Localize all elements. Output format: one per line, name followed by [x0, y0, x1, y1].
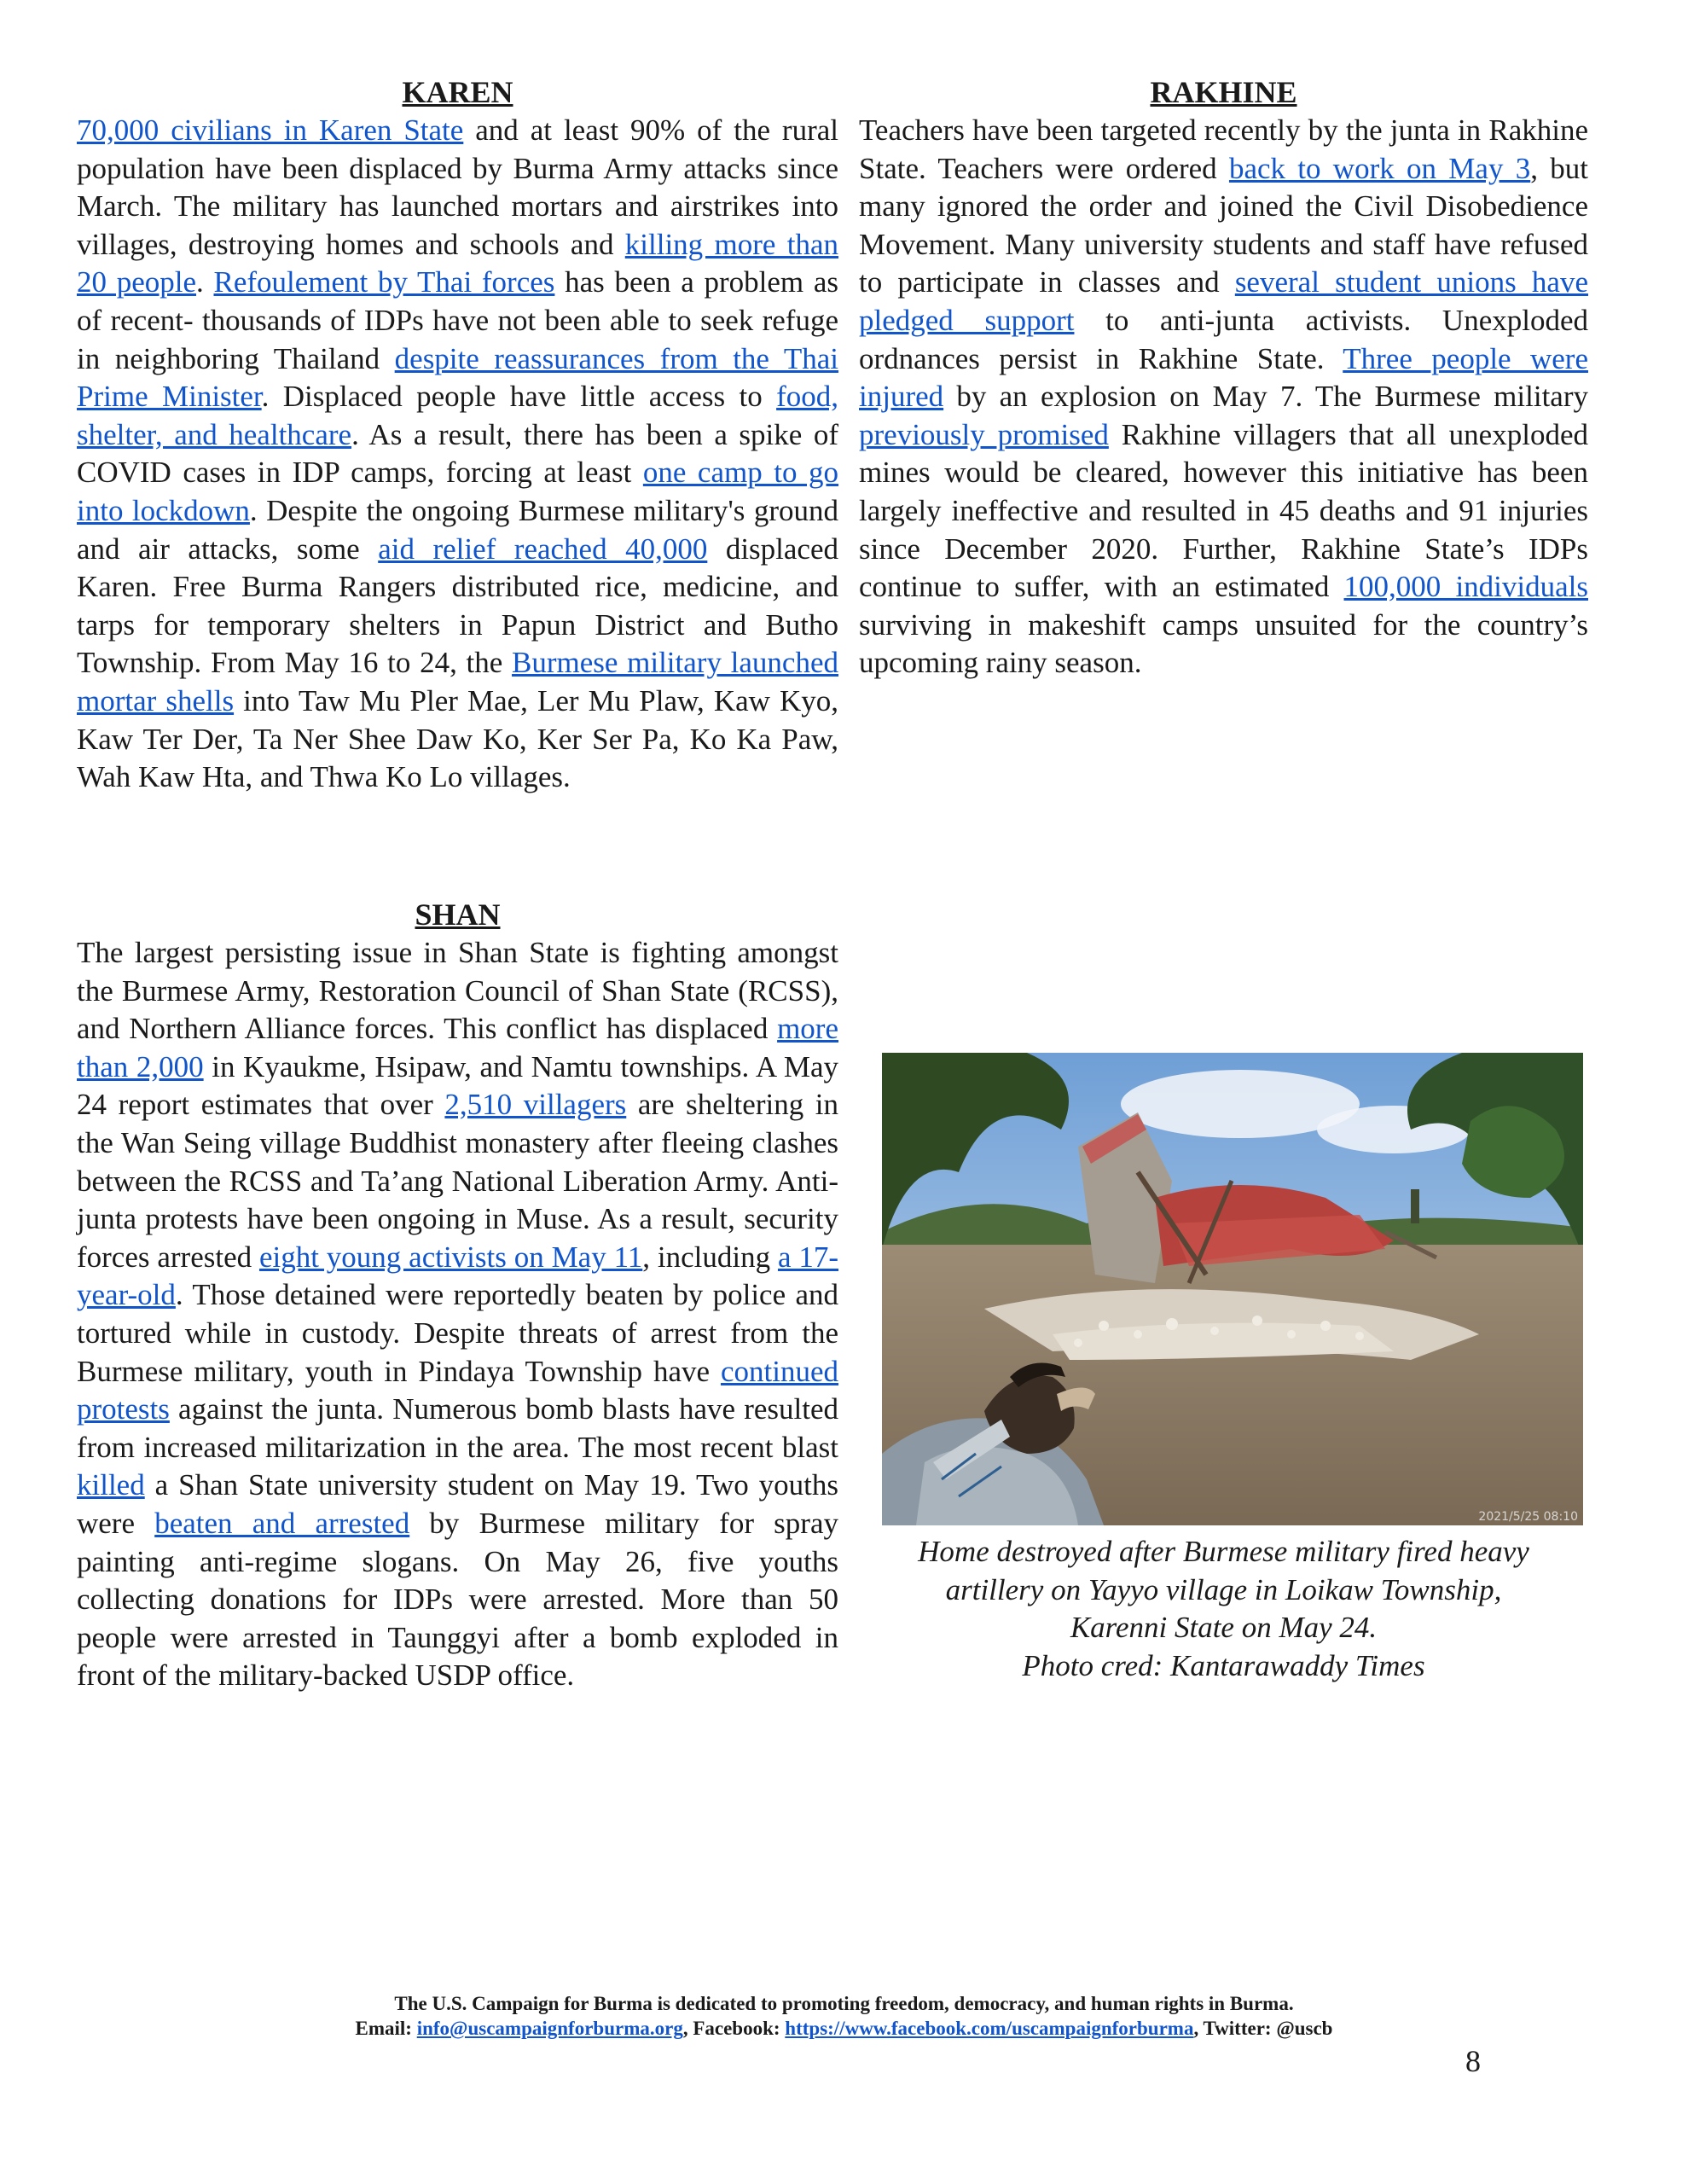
paragraph-text: Rakhine villagers that all unexploded mines would be cleared, however this initiative has been largely ineffective and resulted in 45 deaths and 91 injuries since December 2020. Further, Rakhine State’s IDPs continue to suffer, with an estimated	[859, 417, 1588, 604]
karen-heading: KAREN	[402, 75, 513, 109]
paragraph-text: . Those detained were reportedly beaten by police and tortured while in custody. Despite threats of arrest from the Burmese military, youth in Pindaya Township have	[77, 1278, 838, 1388]
paragraph-text: are sheltering in the Wan Seing village Buddhist monastery after fleeing clashes between the RCSS and Ta’ang National Liberation Army. Anti-junta protests have been ongoing in Muse. As a result, security forces arrested	[77, 1088, 839, 1274]
inline-link[interactable]: eight young activists on May 11	[258, 1240, 643, 1274]
paragraph-text: by an explosion on May 7. The Burmese military	[943, 380, 1588, 414]
inline-link[interactable]: 70,000 civilians in Karen State	[77, 113, 464, 147]
paragraph-text: a Shan State university student on May 19. Two youths were	[77, 1468, 838, 1540]
photo-timestamp: 2021/5/25 08:10	[1478, 1510, 1578, 1524]
inline-link[interactable]: 100,000 individuals	[1343, 570, 1588, 604]
paragraph-text: to anti-junta activists. Unexploded ordnances persist in Rakhine State.	[859, 303, 1589, 375]
karen-section	[77, 75, 838, 797]
paragraph-text: Teachers have been targeted recently by the junta in Rakhine State. Teachers were ordered	[859, 113, 1588, 185]
paragraph-text: surviving in makeshift camps unsuited for the country’s upcoming rainy season.	[859, 607, 1588, 680]
footer-email-link[interactable]: info@uscampaignforburma.org	[416, 2018, 683, 2039]
paragraph-text: and at least 90% of the rural population have been displaced by Burma Army attacks since March. The military has launched mortars and airstrikes into villages, destroying homes and schools and	[77, 113, 839, 261]
paragraph-text: . As a result, there has been a spike of COVID cases in IDP camps, forcing at least	[77, 417, 838, 490]
footer-email-label: Email:	[355, 2018, 417, 2039]
paragraph-text: displaced Karen. Free Burma Rangers distributed rice, medicine, and tarps for temporary shelters in Papun District and Butho Township. From May 16 to 24, the	[77, 531, 838, 680]
inline-link[interactable]: continued protests	[77, 1354, 838, 1426]
inline-link[interactable]: killed	[77, 1468, 145, 1502]
destroyed-home-photo	[882, 1053, 1583, 1525]
shan-paragraph	[77, 934, 838, 1695]
footer-mission: The U.S. Campaign for Burma is dedicated to promoting freedom, democracy, and human rights in Burma.	[394, 1993, 1294, 2014]
rakhine-heading: RAKHINE	[1150, 75, 1297, 109]
caption-line-3: Karenni State on May 24.	[1070, 1611, 1378, 1644]
inline-link[interactable]: more than 2,000	[77, 1012, 838, 1083]
photo-illustration	[882, 1053, 1583, 1525]
paragraph-text: into Taw Mu Pler Mae, Ler Mu Plaw, Kaw Kyo, Kaw Ter Der, Ta Ner Shee Daw Ko, Ker Ser Pa, Ko Ka Paw, Wah Kaw Hta, and Thwa Ko Lo villages.	[77, 683, 838, 794]
page-footer	[0, 1991, 1688, 2041]
caption-line-1: Home destroyed after Burmese military fired heavy	[918, 1535, 1529, 1568]
page-number: 8	[1465, 2044, 1481, 2078]
inline-link[interactable]: several student unions have pledged support	[859, 265, 1588, 337]
karen-paragraph	[77, 112, 838, 797]
inline-link[interactable]: food, shelter, and healthcare	[77, 380, 838, 451]
caption-line-2: artillery on Yayyo village in Loikaw Township,	[945, 1572, 1502, 1606]
footer-facebook-label: , Facebook:	[682, 2018, 786, 2039]
paragraph-text: The largest persisting issue in Shan State is fighting amongst the Burmese Army, Restoration Council of Shan State (RCSS), and Northern Alliance forces. This conflict has displaced	[77, 936, 838, 1046]
inline-link[interactable]: Burmese military launched mortar shells	[77, 646, 838, 717]
paragraph-text: , including	[642, 1240, 778, 1274]
paragraph-text: , but many ignored the order and joined the Civil Disobedience Movement. Many university students and staff have refused to participate in classes and	[859, 151, 1588, 299]
paragraph-text: by Burmese military for spray painting anti-regime slogans. On May 26, five youths collecting donations for IDPs were arrested. More than 50 people were arrested in Taunggyi after a bomb exploded in front of the military-backed USDP office.	[77, 1506, 838, 1693]
inline-link[interactable]: despite reassurances from the Thai Prime Minister	[77, 341, 838, 414]
inline-link[interactable]: a 17-year-old	[77, 1240, 838, 1312]
inline-link[interactable]: killing more than 20 people	[77, 227, 838, 299]
footer-twitter: , Twitter: @uscb	[1193, 2018, 1333, 2039]
paragraph-text: has been a problem as of recent- thousands of IDPs have not been able to seek refuge in neighboring Thailand	[77, 265, 839, 375]
footer-facebook-link[interactable]: https://www.facebook.com/uscampaignforburma	[785, 2018, 1194, 2039]
inline-link[interactable]: one camp to go into lockdown	[77, 456, 838, 527]
inline-link[interactable]: beaten and arrested	[154, 1506, 410, 1540]
inline-link[interactable]: previously promised	[859, 417, 1109, 451]
inline-link[interactable]: Refoulement by Thai forces	[213, 265, 555, 299]
inline-link[interactable]: back to work on May 3	[1228, 151, 1531, 185]
paragraph-text: . Despite the ongoing Burmese military's ground and air attacks, some	[77, 493, 838, 566]
paragraph-text: . Displaced people have little access to	[261, 380, 777, 414]
inline-link[interactable]: Three people were injured	[859, 341, 1588, 414]
rakhine-section	[859, 75, 1588, 682]
caption-credit: Photo cred: Kantarawaddy Times	[1022, 1648, 1425, 1682]
footer-contacts	[0, 2016, 1688, 2041]
inline-link[interactable]: 2,510 villagers	[444, 1088, 627, 1122]
paragraph-text: in Kyaukme, Hsipaw, and Namtu townships. A May 24 report estimates that over	[77, 1049, 839, 1122]
rakhine-paragraph	[859, 112, 1588, 682]
shan-heading: SHAN	[415, 897, 501, 932]
shan-section	[77, 897, 838, 1695]
paragraph-text: .	[196, 265, 214, 299]
paragraph-text: against the junta. Numerous bomb blasts have resulted from increased militarization in the area. The most recent blast	[77, 1392, 838, 1464]
inline-link[interactable]: aid relief reached 40,000	[378, 531, 708, 566]
photo-caption	[859, 1533, 1588, 1685]
